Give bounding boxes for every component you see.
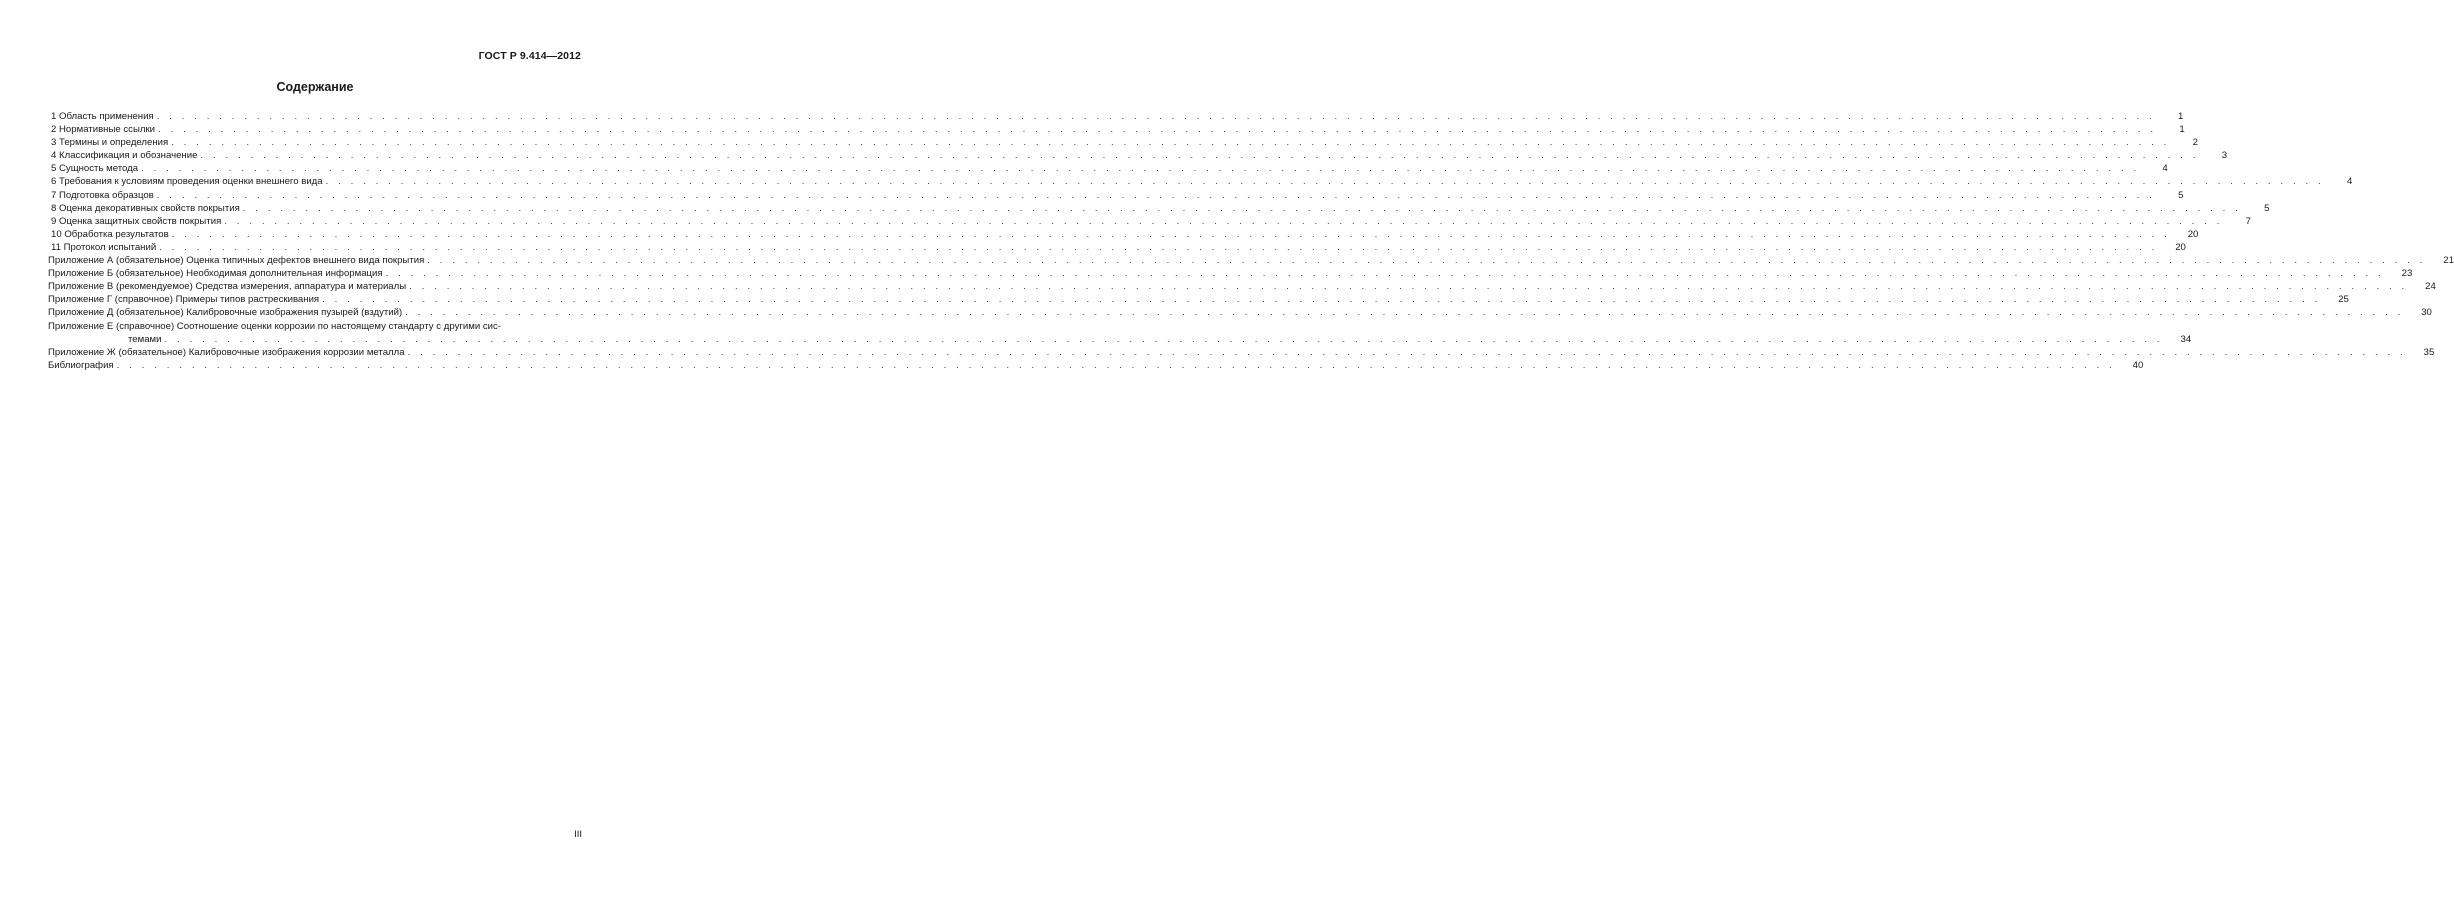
toc-entry xyxy=(48,110,2184,123)
toc-entry-label: 10 Обработка результатов xyxy=(51,228,169,240)
toc-leader-dots: . . . . . . . . . . . . . . . . . . . . . . . . . . . . . . . . . . . . . . . . . . . . . . . . . . . . . . . . . . . . . . . . . . . . . . . . . . . . . . . . . . . . . . . . . . . . . . . . . . . . . . . . . . . . . . . . . . . . . . . . . . . . . . . . . . . . . . . . . . . . . . . . . . . . . . . . . . . . . . . . xyxy=(242,202,2242,214)
toc-entry-label: Приложение В (рекомендуемое) Средства измерения, аппаратура и материалы xyxy=(48,281,407,293)
toc-entry xyxy=(48,267,2413,280)
toc-entry xyxy=(48,228,2199,241)
page-number: III xyxy=(574,829,582,840)
toc-leader-dots: . . . . . . . . . . . . . . . . . . . . . . . . . . . . . . . . . . . . . . . . . . . . . . . . . . . . . . . . . . . . . . . . . . . . . . . . . . . . . . . . . . . . . . . . . . . . . . . . . . . . . . . . . . . . . . . . . . . . . . . . . . . . . . . . . . . . . . . . . . . . . . . . . . . . . . . . . . . . . . . . xyxy=(427,255,2426,267)
toc-entry xyxy=(48,136,2198,149)
toc-entry-label: 9 Оценка защитных свойств покрытия xyxy=(51,215,222,227)
toc-leader-dots: . . . . . . . . . . . . . . . . . . . . . . . . . . . . . . . . . . . . . . . . . . . . . . . . . . . . . . . . . . . . . . . . . . . . . . . . . . . . . . . . . . . . . . . . . . . . . . . . . . . . . . . . . . . . . . . . . . . . . . . . . . . . . . . . . . . . . . . . . . . . . . . . . . . . . . . . . . . . . . . . xyxy=(141,163,2140,175)
toc-entry-page: 7 xyxy=(2245,215,2251,227)
toc-entry xyxy=(48,241,2186,254)
toc-leader-dots: . . . . . . . . . . . . . . . . . . . . . . . . . . . . . . . . . . . . . . . . . . . . . . . . . . . . . . . . . . . . . . . . . . . . . . . . . . . . . . . . . . . . . . . . . . . . . . . . . . . . . . . . . . . . . . . . . . . . . . . . . . . . . . . . . . . . . . . . . . . . . . . . . . . . . . . . . . . . . . . . xyxy=(164,333,2164,345)
toc-entry xyxy=(48,162,2168,175)
toc-entry-page: 25 xyxy=(2338,294,2349,306)
toc-leader-dots: . . . . . . . . . . . . . . . . . . . . . . . . . . . . . . . . . . . . . . . . . . . . . . . . . . . . . . . . . . . . . . . . . . . . . . . . . . . . . . . . . . . . . . . . . . . . . . . . . . . . . . . . . . . . . . . . . . . . . . . . . . . . . . . . . . . . . . . . . . . . . . . . . . . . . . . . . . . . . . . . xyxy=(224,215,2223,227)
toc-entry xyxy=(48,254,2454,267)
toc-entry-page: 5 xyxy=(2264,202,2270,214)
toc-entry-page: 4 xyxy=(2346,176,2353,188)
toc-entry xyxy=(48,280,2436,293)
toc-entry xyxy=(48,306,2432,319)
toc-entry-page: 21 xyxy=(2443,255,2454,267)
toc-entry-page: 40 xyxy=(2132,359,2144,371)
toc-entry xyxy=(48,202,2270,215)
toc-entry-label: 4 Классификация и обозначение xyxy=(51,150,198,162)
toc-entry-label: Приложение Ж (обязательное) Калибровочные изображения коррозии металла xyxy=(48,346,405,358)
toc-leader-dots: . . . . . . . . . . . . . . . . . . . . . . . . . . . . . . . . . . . . . . . . . . . . . . . . . . . . . . . . . . . . . . . . . . . . . . . . . . . . . . . . . . . . . . . . . . . . . . . . . . . . . . . . . . . . . . . . . . . . . . . . . . . . . . . . . . . . . . . . . . . . . . . . . . . . . . . . . . . . . . . . xyxy=(200,150,2200,162)
toc-leader-dots: . . . . . . . . . . . . . . . . . . . . . . . . . . . . . . . . . . . . . . . . . . . . . . . . . . . . . . . . . . . . . . . . . . . . . . . . . . . . . . . . . . . . . . . . . . . . . . . . . . . . . . . . . . . . . . . . . . . . . . . . . . . . . . . . . . . . . . . . . . . . . . . . . . . . . . . . . . . . . . . . xyxy=(407,346,2407,358)
toc-entry-label: 7 Подготовка образцов xyxy=(51,189,154,201)
table-of-contents xyxy=(48,110,2454,372)
toc-entry-page: 1 xyxy=(2177,111,2184,122)
toc-entry-page: 5 xyxy=(2178,189,2184,201)
toc-entry-page: 34 xyxy=(2180,333,2192,345)
page-title: Содержание xyxy=(276,80,354,94)
toc-leader-dots: . . . . . . . . . . . . . . . . . . . . . . . . . . . . . . . . . . . . . . . . . . . . . . . . . . . . . . . . . . . . . . . . . . . . . . . . . . . . . . . . . . . . . . . . . . . . . . . . . . . . . . . . . . . . . . . . . . . . . . . . . . . . . . . . . . . . . . . . . . . . . . . . . . . . . . . . . . . . . . . . xyxy=(156,189,2156,201)
toc-entry-continuation xyxy=(48,333,2192,346)
toc-entry-label-continuation: темами xyxy=(128,333,162,345)
toc-leader-dots: . . . . . . . . . . . . . . . . . . . . . . . . . . . . . . . . . . . . . . . . . . . . . . . . . . . . . . . . . . . . . . . . . . . . . . . . . . . . . . . . . . . . . . . . . . . . . . . . . . . . . . . . . . . . . . . . . . . . . . . . . . . . . . . . . . . . . . . . . . . . . . . . . . . . . . . . . . . . . . . . xyxy=(409,281,2408,293)
toc-entry-label: 6 Требования к условиям проведения оценки внешнего вида xyxy=(51,176,323,188)
toc-entry-label: 3 Термины и определения xyxy=(51,137,169,149)
toc-entry xyxy=(48,149,2228,162)
toc-entry-label: 11 Протокол испытаний xyxy=(51,241,157,253)
toc-entry-label: 2 Нормативные ссылки xyxy=(51,124,156,136)
toc-entry xyxy=(48,293,2349,306)
toc-entry-page: 20 xyxy=(2187,228,2199,240)
toc-leader-dots: . . . . . . . . . . . . . . . . . . . . . . . . . . . . . . . . . . . . . . . . . . . . . . . . . . . . . . . . . . . . . . . . . . . . . . . . . . . . . . . . . . . . . . . . . . . . . . . . . . . . . . . . . . . . . . . . . . . . . . . . . . . . . . . . . . . . . . . . . . . . . . . . . . . . . . . . . . . . . . . . xyxy=(116,359,2116,371)
toc-entry-label: 1 Область применения xyxy=(51,111,154,122)
toc-entry-label: 8 Оценка декоративных свойств покрытия xyxy=(51,202,240,214)
toc-leader-dots: . . . . . . . . . . . . . . . . . . . . . . . . . . . . . . . . . . . . . . . . . . . . . . . . . . . . . . . . . . . . . . . . . . . . . . . . . . . . . . . . . . . . . . . . . . . . . . . . . . . . . . . . . . . . . . . . . . . . . . . . . . . . . . . . . . . . . . . . . . . . . . . . . . . . . . . . . . . . . . . . xyxy=(322,294,2321,306)
toc-entry-page: 4 xyxy=(2162,163,2168,175)
toc-leader-dots: . . . . . . . . . . . . . . . . . . . . . . . . . . . . . . . . . . . . . . . . . . . . . . . . . . . . . . . . . . . . . . . . . . . . . . . . . . . . . . . . . . . . . . . . . . . . . . . . . . . . . . . . . . . . . . . . . . . . . . . . . . . . . . . . . . . . . . . . . . . . . . . . . . . . . . . . . . . . . . . . xyxy=(405,307,2404,319)
toc-entry-page: 23 xyxy=(2401,268,2413,280)
toc-entry-page: 20 xyxy=(2175,241,2186,253)
toc-entry-label: Приложение Б (обязательное) Необходимая дополнительная информация xyxy=(48,268,383,280)
toc-entry xyxy=(48,189,2184,202)
toc-leader-dots: . . . . . . . . . . . . . . . . . . . . . . . . . . . . . . . . . . . . . . . . . . . . . . . . . . . . . . . . . . . . . . . . . . . . . . . . . . . . . . . . . . . . . . . . . . . . . . . . . . . . . . . . . . . . . . . . . . . . . . . . . . . . . . . . . . . . . . . . . . . . . . . . . . . . . . . . . . . . . . . . xyxy=(385,268,2385,280)
toc-entry xyxy=(48,346,2435,359)
toc-entry-page: 2 xyxy=(2192,137,2198,149)
toc-entry-label: Библиография xyxy=(48,359,114,371)
toc-entry xyxy=(48,175,2353,188)
toc-entry-label: Приложение А (обязательное) Оценка типичных дефектов внешнего вида покрытия xyxy=(48,255,425,267)
toc-entry-page: 1 xyxy=(2179,124,2185,136)
toc-leader-dots: . . . . . . . . . . . . . . . . . . . . . . . . . . . . . . . . . . . . . . . . . . . . . . . . . . . . . . . . . . . . . . . . . . . . . . . . . . . . . . . . . . . . . . . . . . . . . . . . . . . . . . . . . . . . . . . . . . . . . . . . . . . . . . . . . . . . . . . . . . . . . . . . . . . . . . . . . . . . . . . . xyxy=(171,228,2171,240)
toc-entry-label: Приложение Д (обязательное) Калибровочные изображения пузырей (вздутий) xyxy=(48,307,403,319)
document-code: ГОСТ Р 9.414—2012 xyxy=(478,50,581,62)
toc-entry-page: 30 xyxy=(2421,307,2432,319)
toc-leader-dots: . . . . . . . . . . . . . . . . . . . . . . . . . . . . . . . . . . . . . . . . . . . . . . . . . . . . . . . . . . . . . . . . . . . . . . . . . . . . . . . . . . . . . . . . . . . . . . . . . . . . . . . . . . . . . . . . . . . . . . . . . . . . . . . . . . . . . . . . . . . . . . . . . . . . . . . . . . . . . . . . xyxy=(159,241,2158,253)
toc-entry-page: 24 xyxy=(2425,281,2436,293)
toc-entry-label: Приложение Е (справочное) Соотношение оценки коррозии по настоящему стандарту с другими сис- xyxy=(48,320,501,332)
toc-leader-dots: . . . . . . . . . . . . . . . . . . . . . . . . . . . . . . . . . . . . . . . . . . . . . . . . . . . . . . . . . . . . . . . . . . . . . . . . . . . . . . . . . . . . . . . . . . . . . . . . . . . . . . . . . . . . . . . . . . . . . . . . . . . . . . . . . . . . . . . . . . . . . . . . . . . . . . . . . . . . . . . . xyxy=(158,124,2157,136)
toc-leader-dots: . . . . . . . . . . . . . . . . . . . . . . . . . . . . . . . . . . . . . . . . . . . . . . . . . . . . . . . . . . . . . . . . . . . . . . . . . . . . . . . . . . . . . . . . . . . . . . . . . . . . . . . . . . . . . . . . . . . . . . . . . . . . . . . . . . . . . . . . . . . . . . . . . . . . . . . . . . . . . . . . xyxy=(171,137,2170,149)
toc-entry xyxy=(48,359,2144,372)
toc-entry-label: 5 Сущность метода xyxy=(51,163,139,175)
toc-entry xyxy=(48,215,2251,228)
toc-entry-page: 35 xyxy=(2423,346,2435,358)
toc-entry xyxy=(48,123,2185,136)
toc-leader-dots: . . . . . . . . . . . . . . . . . . . . . . . . . . . . . . . . . . . . . . . . . . . . . . . . . . . . . . . . . . . . . . . . . . . . . . . . . . . . . . . . . . . . . . . . . . . . . . . . . . . . . . . . . . . . . . . . . . . . . . . . . . . . . . . . . . . . . . . . . . . . . . . . . . . . . . . . . . . . . . . . xyxy=(156,111,2156,122)
toc-entry xyxy=(48,320,583,333)
toc-entry-page: 3 xyxy=(2221,150,2228,162)
toc-leader-dots: . . . . . . . . . . . . . . . . . . . . . . . . . . . . . . . . . . . . . . . . . . . . . . . . . . . . . . . . . . . . . . . . . . . . . . . . . . . . . . . . . . . . . . . . . . . . . . . . . . . . . . . . . . . . . . . . . . . . . . . . . . . . . . . . . . . . . . . . . . . . . . . . . . . . . . . . . . . . . . . . xyxy=(325,176,2325,188)
toc-entry-label: Приложение Г (справочное) Примеры типов растрескивания xyxy=(48,294,320,306)
